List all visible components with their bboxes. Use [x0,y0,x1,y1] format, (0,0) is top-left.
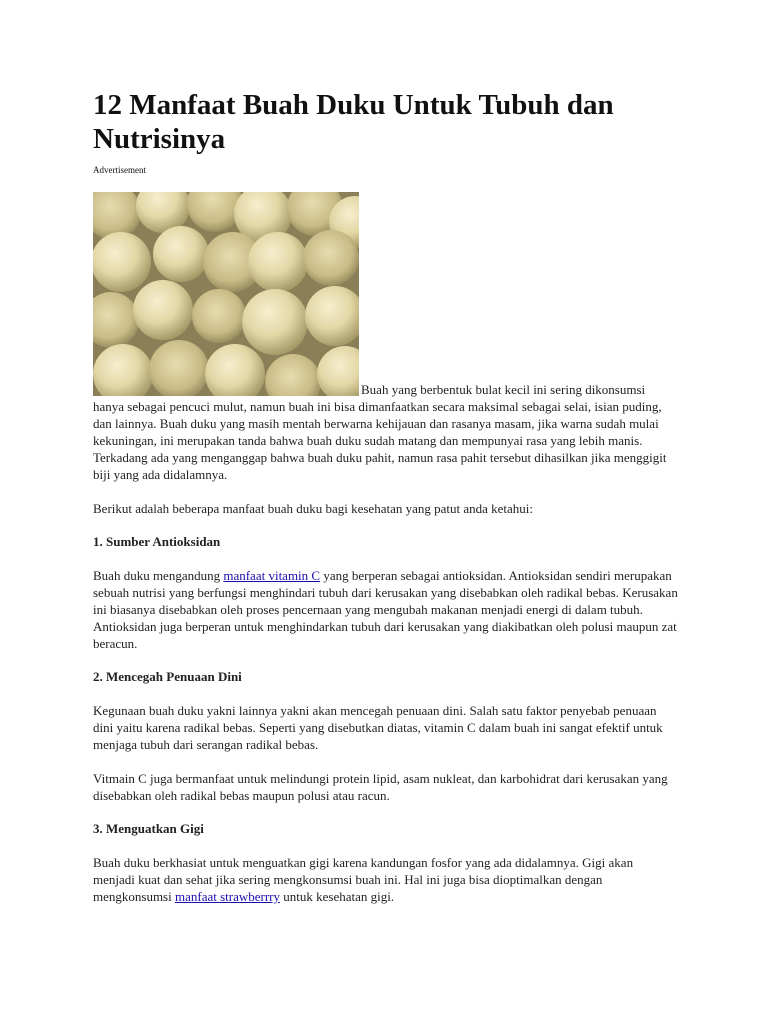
intro-paragraph-2: Berikut adalah beberapa manfaat buah duku bagi kesehatan yang patut anda ketahui: [93,501,534,516]
article-intro [93,381,678,905]
section-2-paragraph-1: Kegunaan buah duku yakni lainnya yakni akan mencegah penuaan dini. Salah satu faktor penyebab penuaan dini yaitu karena radikal bebas. Seperti yang disebutkan diatas, vitamin C dalam buah ini sangat efektif untuk menjaga tubuh dari serangan radikal bebas. [93,703,663,752]
intro-paragraph-1-text: Buah yang berbentuk bulat kecil ini sering dikonsumsi hanya sebagai pencuci mulut, namun buah ini bisa dimanfaatkan secara maksimal sebagai selai, isian puding, dan lainnya. Buah duku yang masih mentah berwarna kehijauan dan rasanya masam, jika warna sudah mulai kekuningan, ini merupakan tanda bahwa buah duku sudah matang dan mempunyai rasa yang lebih manis. Terkadang ada yang menganggap bahwa buah duku pahit, namun rasa pahit tersebut dihasilkan jika menggigit biji yang ada didalamnya. [93,382,667,482]
section-1-text-a: Buah duku mengandung [93,568,224,583]
section-3-heading: 3. Menguatkan Gigi [93,821,204,836]
duku-fruit-image [93,192,359,396]
section-1-paragraph [93,567,678,652]
section-3-text-a: Buah duku berkhasiat untuk menguatkan gigi karena kandungan fosfor yang ada didalamnya. Gigi akan menjadi kuat dan sehat jika sering mengkonsumsi buah ini. Hal ini juga bisa dioptimalkan dengan mengkonsumsi [93,855,634,904]
section-1-text-b: yang berperan sebagai antioksidan. Antioksidan sendiri merupakan sebuah nutrisi yang berfungsi menghindari tubuh dari kerusakan yang disebabkan oleh radikal bebas. Kerusakan ini biasanya disebabkan oleh proses pencernaan yang mengubah makanan menjadi energi di dalam tubuh. Antioksidan juga berperan untuk menghindarkan tubuh dari kerusakan yang diakibatkan oleh polusi maupun zat beracun. [93,568,678,651]
section-3-paragraph [93,854,678,905]
advertisement-label: Advertisement [93,165,146,175]
duku-fruit-illustration [93,192,359,396]
section-2-heading: 2. Mencegah Penuaan Dini [93,669,242,684]
section-1-heading: 1. Sumber Antioksidan [93,534,221,549]
strawberry-link[interactable]: manfaat strawberrry [174,889,281,904]
article-title: 12 Manfaat Buah Duku Untuk Tubuh dan Nutrisinya [93,89,614,155]
section-2-paragraph-2: Vitmain C juga bermanfaat untuk melindungi protein lipid, asam nukleat, dan karbohidrat dari kerusakan yang disebabkan oleh radikal bebas maupun polusi atau racun. [93,771,668,803]
vitamin-c-link[interactable]: manfaat vitamin C [223,568,321,583]
section-3-text-b: untuk kesehatan gigi. [280,889,395,904]
intro-paragraph-1 [93,381,678,483]
